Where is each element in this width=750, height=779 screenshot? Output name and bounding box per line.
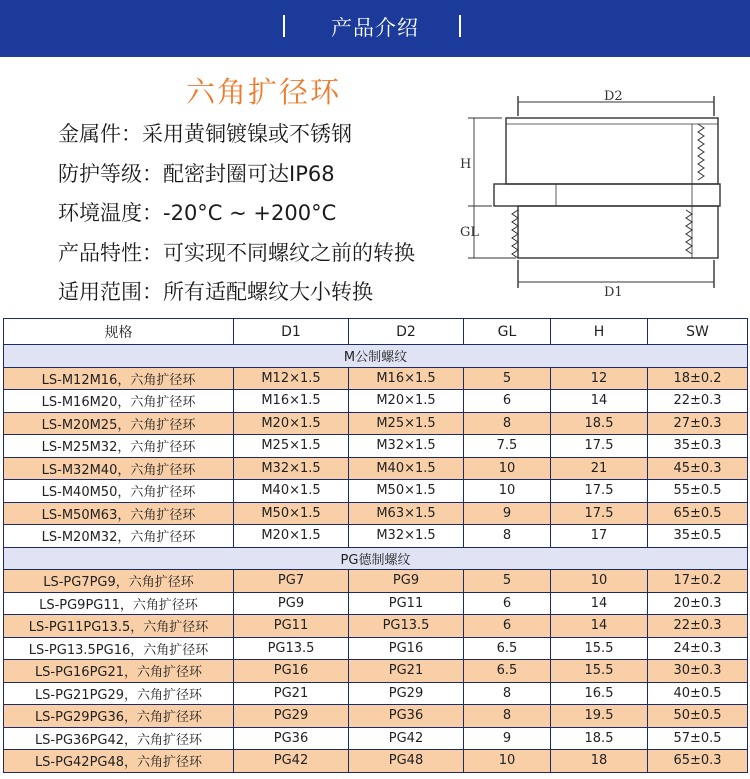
cell: PG48 <box>349 750 464 773</box>
cell: 55±0.5 <box>648 480 748 503</box>
cell: PG36 <box>234 727 349 750</box>
spec-value: 所有适配螺纹大小转换 <box>163 280 373 304</box>
cell: 5 <box>464 570 551 593</box>
cell: LS-M40M50，六角扩径环 <box>4 480 234 503</box>
cell: M20×1.5 <box>349 390 464 413</box>
cell: 24±0.3 <box>648 637 748 660</box>
spec-label: 产品特性： <box>58 240 163 265</box>
cell: M16×1.5 <box>349 367 464 390</box>
cell: LS-PG7PG9，六角扩径环 <box>4 570 234 593</box>
cell: 35±0.5 <box>648 525 748 548</box>
table-row <box>4 480 748 503</box>
spec-value: 配密封圈可达IP68 <box>163 161 335 186</box>
cell: LS-PG29PG36，六角扩径环 <box>4 705 234 728</box>
cell: 22±0.3 <box>648 390 748 413</box>
cell: 17±0.2 <box>648 570 748 593</box>
cell: 57±0.5 <box>648 727 748 750</box>
cell: M50×1.5 <box>349 480 464 503</box>
cell: 50±0.5 <box>648 705 748 728</box>
cell: 45±0.3 <box>648 457 748 480</box>
cell: 40±0.5 <box>648 682 748 705</box>
cell: 9 <box>464 727 551 750</box>
cell: 6 <box>464 592 551 615</box>
table-row <box>4 367 748 390</box>
cell: LS-PG9PG11，六角扩径环 <box>4 592 234 615</box>
cell: 6 <box>464 390 551 413</box>
cell: LS-M25M32，六角扩径环 <box>4 435 234 458</box>
spec-line <box>58 237 415 277</box>
cell: 12 <box>551 367 648 390</box>
cell: 5 <box>464 367 551 390</box>
cell: LS-M20M25，六角扩径环 <box>4 412 234 435</box>
cell: LS-M50M63，六角扩径环 <box>4 502 234 525</box>
cell: M50×1.5 <box>234 502 349 525</box>
table-header-row <box>4 319 748 345</box>
col-header: SW <box>648 319 748 345</box>
cell: 17.5 <box>551 435 648 458</box>
cell: 10 <box>551 570 648 593</box>
spec-label: 防护等级： <box>58 161 163 186</box>
table-row <box>4 750 748 773</box>
cell: PG36 <box>349 705 464 728</box>
cell: 10 <box>464 480 551 503</box>
label-d2: D2 <box>604 89 623 104</box>
cell: 17 <box>551 525 648 548</box>
cell: 18±0.2 <box>648 367 748 390</box>
cell: M40×1.5 <box>234 480 349 503</box>
cell: 10 <box>464 750 551 773</box>
spec-value: 采用黄铜镀镍或不锈钢 <box>142 122 352 146</box>
cell: M25×1.5 <box>234 435 349 458</box>
cell: 8 <box>464 682 551 705</box>
table-row <box>4 727 748 750</box>
cell: PG9 <box>349 570 464 593</box>
cell: M12×1.5 <box>234 367 349 390</box>
cell: 15.5 <box>551 660 648 683</box>
spec-value: -20°C ~ +200°C <box>163 201 337 225</box>
cell: 16.5 <box>551 682 648 705</box>
cell: 8 <box>464 525 551 548</box>
cell: M20×1.5 <box>234 525 349 548</box>
cell: 19.5 <box>551 705 648 728</box>
cell: PG11 <box>349 592 464 615</box>
spec-table <box>3 318 748 773</box>
cell: PG7 <box>234 570 349 593</box>
spec-value: 可实现不同螺纹之前的转换 <box>163 240 415 265</box>
cell: LS-M12M16，六角扩径环 <box>4 367 234 390</box>
label-h: H <box>460 157 472 172</box>
section-row-metric <box>4 345 748 368</box>
spec-label: 适用范围： <box>58 280 163 304</box>
cell: 6.5 <box>464 637 551 660</box>
table-row <box>4 435 748 458</box>
col-header: 规格 <box>4 319 234 345</box>
cell: PG11 <box>234 615 349 638</box>
cell: M20×1.5 <box>234 412 349 435</box>
col-header: D1 <box>234 319 349 345</box>
label-gl: GL <box>460 225 480 240</box>
spec-label: 环境温度： <box>58 201 163 225</box>
cell: 27±0.3 <box>648 412 748 435</box>
cell: PG13.5 <box>234 637 349 660</box>
table-row <box>4 682 748 705</box>
table-row <box>4 502 748 525</box>
cell: 18.5 <box>551 412 648 435</box>
col-header: H <box>551 319 648 345</box>
table-row <box>4 705 748 728</box>
table-row <box>4 457 748 480</box>
cell: 18.5 <box>551 727 648 750</box>
table-row <box>4 615 748 638</box>
table-row <box>4 660 748 683</box>
col-header: GL <box>464 319 551 345</box>
cell: PG21 <box>349 660 464 683</box>
cell: LS-PG36PG42，六角扩径环 <box>4 727 234 750</box>
label-d1: D1 <box>604 285 623 300</box>
cell: LS-PG13.5PG16，六角扩径环 <box>4 637 234 660</box>
cell: 7.5 <box>464 435 551 458</box>
spec-list <box>58 118 415 316</box>
cell: PG21 <box>234 682 349 705</box>
col-header: D2 <box>349 319 464 345</box>
page-title: 产品介绍 <box>331 16 419 40</box>
cell: PG16 <box>234 660 349 683</box>
cell: 35±0.3 <box>648 435 748 458</box>
cell: 15.5 <box>551 637 648 660</box>
cell: 17.5 <box>551 480 648 503</box>
section-row-pg <box>4 547 748 570</box>
spec-line <box>58 197 415 237</box>
table-row <box>4 412 748 435</box>
cell: M63×1.5 <box>349 502 464 525</box>
spec-line <box>58 276 415 316</box>
cell: LS-PG42PG48，六角扩径环 <box>4 750 234 773</box>
section-label: PG德制螺纹 <box>4 547 748 570</box>
cell: 8 <box>464 412 551 435</box>
cell: M25×1.5 <box>349 412 464 435</box>
cell: M32×1.5 <box>234 457 349 480</box>
cell: LS-PG21PG29，六角扩径环 <box>4 682 234 705</box>
cell: PG29 <box>234 705 349 728</box>
cell: 6.5 <box>464 660 551 683</box>
cell: 65±0.5 <box>648 502 748 525</box>
cell: LS-PG16PG21，六角扩径环 <box>4 660 234 683</box>
cell: 22±0.3 <box>648 615 748 638</box>
cell: PG42 <box>234 750 349 773</box>
cell: 18 <box>551 750 648 773</box>
header-banner <box>0 0 750 57</box>
cell: 8 <box>464 705 551 728</box>
cell: LS-M20M32，六角扩径环 <box>4 525 234 548</box>
cell: 14 <box>551 592 648 615</box>
product-name: 六角扩径环 <box>186 75 342 109</box>
cell: PG9 <box>234 592 349 615</box>
cell: LS-M16M20，六角扩径环 <box>4 390 234 413</box>
cell: PG29 <box>349 682 464 705</box>
cell: 6 <box>464 615 551 638</box>
cell: PG16 <box>349 637 464 660</box>
cell: 20±0.3 <box>648 592 748 615</box>
cell: LS-M32M40，六角扩径环 <box>4 457 234 480</box>
cell: M16×1.5 <box>234 390 349 413</box>
cell: 14 <box>551 615 648 638</box>
section-label: M公制螺纹 <box>4 345 748 368</box>
cell: 9 <box>464 502 551 525</box>
spec-line <box>58 158 415 198</box>
table-row <box>4 592 748 615</box>
cell: LS-PG11PG13.5，六角扩径环 <box>4 615 234 638</box>
cell: 10 <box>464 457 551 480</box>
cell: M32×1.5 <box>349 525 464 548</box>
spec-label: 金属件： <box>58 122 142 146</box>
table-row <box>4 525 748 548</box>
cell: 21 <box>551 457 648 480</box>
table-row <box>4 570 748 593</box>
technical-drawing <box>456 88 746 300</box>
cell: PG42 <box>349 727 464 750</box>
cell: 17.5 <box>551 502 648 525</box>
cell: 65±0.3 <box>648 750 748 773</box>
cell: 14 <box>551 390 648 413</box>
table-row <box>4 390 748 413</box>
cell: PG13.5 <box>349 615 464 638</box>
cell: M32×1.5 <box>349 435 464 458</box>
table-row <box>4 637 748 660</box>
banner-right-divider <box>459 15 461 37</box>
cell: 30±0.3 <box>648 660 748 683</box>
spec-line <box>58 118 415 158</box>
cell: M40×1.5 <box>349 457 464 480</box>
